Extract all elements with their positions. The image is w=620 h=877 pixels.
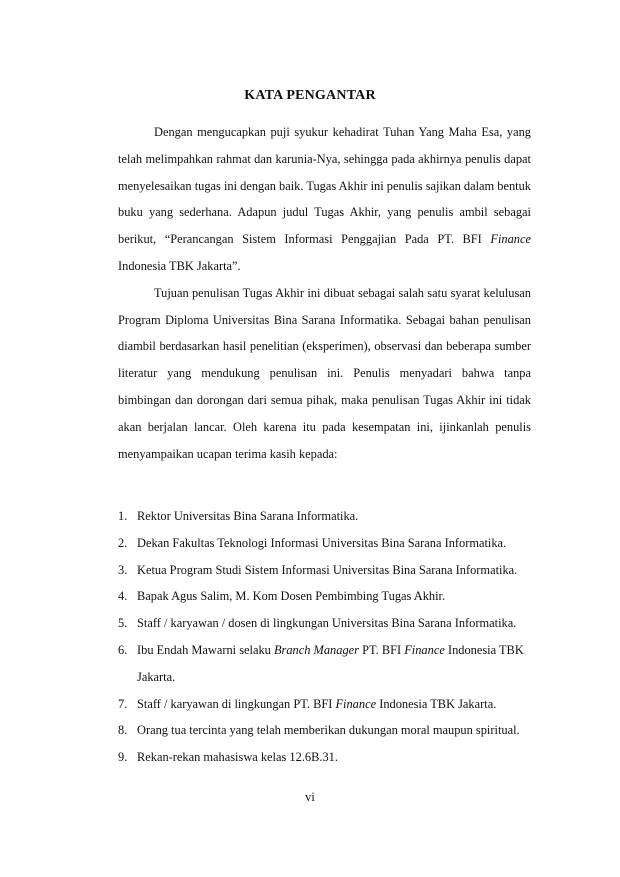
list-item: [118, 503, 531, 530]
list-item: [118, 610, 531, 637]
acknowledgement-list: [118, 503, 531, 771]
paragraph-1: [118, 119, 531, 280]
list-item-text: PT. BFI: [362, 642, 402, 657]
list-item: [118, 583, 531, 610]
list-item-number: 5.: [118, 616, 128, 631]
list-item: [118, 637, 531, 691]
list-item-text: Staff / karyawan di lingkungan PT. BFI: [137, 696, 333, 711]
list-item-number: 7.: [118, 696, 128, 711]
list-item: [118, 557, 531, 584]
list-item-number: 8.: [118, 723, 128, 738]
list-item-text: Staff / karyawan / dosen di lingkungan Universitas Bina Sarana Informatika.: [137, 616, 517, 631]
page-title: KATA PENGANTAR: [244, 88, 376, 103]
paragraph-1-text: Dengan mengucapkan puji syukur kehadirat Tuhan Yang Maha Esa, yang telah melimpahkan rahmat dan karunia-Nya, sehingga pada akhirnya penulis dapat menyelesaikan tugas ini dengan baik. Tugas Akhir ini penulis sajikan dalam bentuk buku yang sederhana. Adapun judul Tugas Akhir, yang penulis ambil sebagai berikut, “Perancangan Sistem Informasi Penggajian Pada PT. BFI: [118, 125, 531, 247]
list-item-italic: Finance: [335, 696, 377, 711]
list-item-text: Ketua Program Studi Sistem Informasi Universitas Bina Sarana Informatika.: [137, 562, 518, 577]
list-item-text: Indonesia TBK Jakarta.: [137, 642, 524, 684]
page-number: vi: [305, 790, 315, 804]
list-item-text: Bapak Agus Salim, M. Kom Dosen Pembimbing Tugas Akhir.: [137, 589, 446, 604]
paragraph-1-text-end: Indonesia TBK Jakarta”.: [118, 258, 241, 273]
list-item-text: Orang tua tercinta yang telah memberikan dukungan moral maupun spiritual.: [137, 723, 520, 738]
list-item: [118, 744, 531, 771]
list-item-text: Indonesia TBK Jakarta.: [379, 696, 497, 711]
list-item-number: 2.: [118, 535, 128, 550]
list-item: [118, 717, 531, 744]
list-item-italic: Finance: [404, 642, 445, 657]
paragraph-1-italic: Finance: [490, 232, 531, 247]
list-item-number: 1.: [118, 509, 128, 523]
list-item-number: 9.: [118, 750, 128, 765]
list-item-number: 4.: [118, 589, 128, 604]
list-item-number: 6.: [118, 642, 128, 657]
list-item-number: 3.: [118, 562, 128, 577]
list-item: [118, 530, 531, 557]
list-item-italic: Branch Manager: [273, 642, 359, 657]
list-item-text: Ibu Endah Mawarni selaku: [137, 642, 271, 657]
list-item-text: Rekan-rekan mahasiswa kelas 12.6B.31.: [137, 750, 338, 765]
list-item: [118, 691, 531, 718]
paragraph-2: Tujuan penulisan Tugas Akhir ini dibuat sebagai salah satu syarat kelulusan Program Diploma Universitas Bina Sarana Informatika. Sebagai bahan penulisan diambil berdasarkan hasil penelitian (eksperimen), observasi dan beberapa sumber literatur yang mendukung penulisan ini. Penulis menyadari bahwa tanpa bimbingan dan dorongan dari semua pihak, maka penulisan Tugas Akhir ini tidak akan berjalan lancar. Oleh karena itu pada kesempatan ini, ijinkanlah penulis menyampaikan ucapan terima kasih kepada:: [118, 285, 531, 461]
body-text: [118, 119, 531, 467]
list-item-text: Dekan Fakultas Teknologi Informasi Universitas Bina Sarana Informatika.: [137, 535, 507, 550]
list-item-text: Rektor Universitas Bina Sarana Informatika.: [137, 509, 359, 523]
